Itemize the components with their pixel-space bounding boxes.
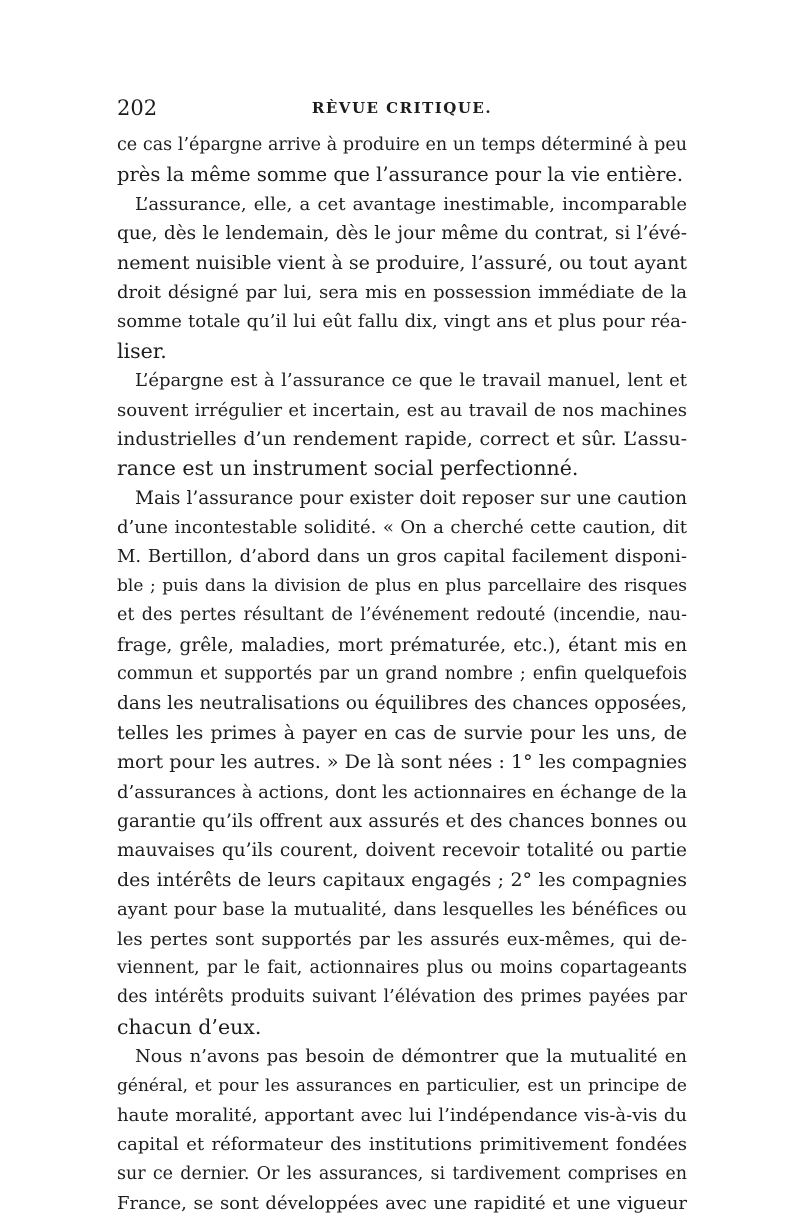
text-line: et des pertes résultant de l’événement redouté (incendie, nau-	[117, 605, 687, 626]
text-line: L’assurance, elle, a cet avantage inestimable, incomparable	[135, 193, 687, 215]
text-line: commun et supportés par un grand nombre ; enfin quelquefois	[117, 664, 687, 685]
text-line: général, et pour les assurances en particulier, est un principe de	[117, 1075, 687, 1096]
text-line: garantie qu’ils offrent aux assurés et des chances bonnes ou	[117, 810, 687, 832]
text-line: rance est un instrument social perfectionné.	[117, 456, 579, 481]
page-number: 202	[117, 96, 158, 120]
text-line: souvent irrégulier et incertain, est au travail de nos machines	[117, 399, 687, 421]
text-line: sur ce dernier. Or les assurances, si tardivement comprises en	[117, 1163, 687, 1184]
running-title: RÈVUE CRITIQUE.	[311, 99, 493, 117]
text-line: dans les neutralisations ou équilibres des chances opposées,	[117, 693, 687, 715]
text-line: que, dès le lendemain, dès le jour même du contrat, si l’évé-	[117, 223, 687, 245]
text-line: mauvaises qu’ils courent, doivent recevoir totalité ou partie	[117, 840, 687, 862]
text-line: industrielles d’un rendement rapide, correct et sûr. L’assu-	[117, 427, 687, 450]
text-line: ayant pour base la mutualité, dans lesquelles les bénéfices ou	[117, 899, 687, 921]
text-line: M. Bertillon, d’abord dans un gros capital facilement disponi-	[117, 546, 687, 568]
text-line: chacun d’eux.	[117, 1014, 262, 1039]
page-header	[117, 96, 687, 124]
text-line: capital et réformateur des institutions primitivement fondées	[117, 1134, 687, 1156]
text-line: près la même somme que l’assurance pour la vie entière.	[117, 163, 684, 187]
body-text	[117, 131, 687, 1218]
text-line: nement nuisible vient à se produire, l’assuré, ou tout ayant	[117, 251, 688, 274]
text-line: haute moralité, apportant avec lui l’indépendance vis-à-vis du	[117, 1104, 687, 1126]
text-line: mort pour les autres. » De là sont nées : 1° les compagnies	[117, 751, 687, 774]
text-line: France, se sont développées avec une rapidité et une vigueur	[117, 1193, 687, 1215]
text-line: viennent, par le fait, actionnaires plus ou moins copartageants	[117, 957, 687, 978]
text-line: des intérêts produits suivant l’élévation des primes payées par	[117, 987, 687, 1008]
text-line: d’une incontestable solidité. « On a cherché cette caution, dit	[117, 517, 687, 539]
text-line: somme totale qu’il lui eût fallu dix, vingt ans et plus pour réa-	[117, 311, 687, 333]
text-line: d’assurances à actions, dont les actionnaires en échange de la	[117, 781, 687, 803]
text-line: ble ; puis dans la division de plus en plus parcellaire des risques	[117, 575, 687, 596]
text-line: Nous n’avons pas besoin de démontrer que la mutualité en	[135, 1046, 687, 1068]
text-line: les pertes sont supportés par les assurés eux-mêmes, qui de-	[117, 928, 687, 950]
text-line: frage, grêle, maladies, mort prématurée, etc.), étant mis en	[117, 634, 687, 656]
text-line: droit désigné par lui, sera mis en possession immédiate de la	[117, 281, 687, 303]
text-line: Mais l’assurance pour exister doit reposer sur une caution	[135, 487, 687, 509]
text-line: ce cas l’épargne arrive à produire en un temps déterminé à peu	[117, 135, 687, 155]
text-line: L’épargne est à l’assurance ce que le travail manuel, lent et	[135, 370, 687, 392]
text-line: telles les primes à payer en cas de survie pour les uns, de	[117, 721, 687, 744]
text-line: des intérêts de leurs capitaux engagés ; 2° les compagnies	[117, 868, 687, 891]
text-line: liser.	[117, 338, 167, 363]
